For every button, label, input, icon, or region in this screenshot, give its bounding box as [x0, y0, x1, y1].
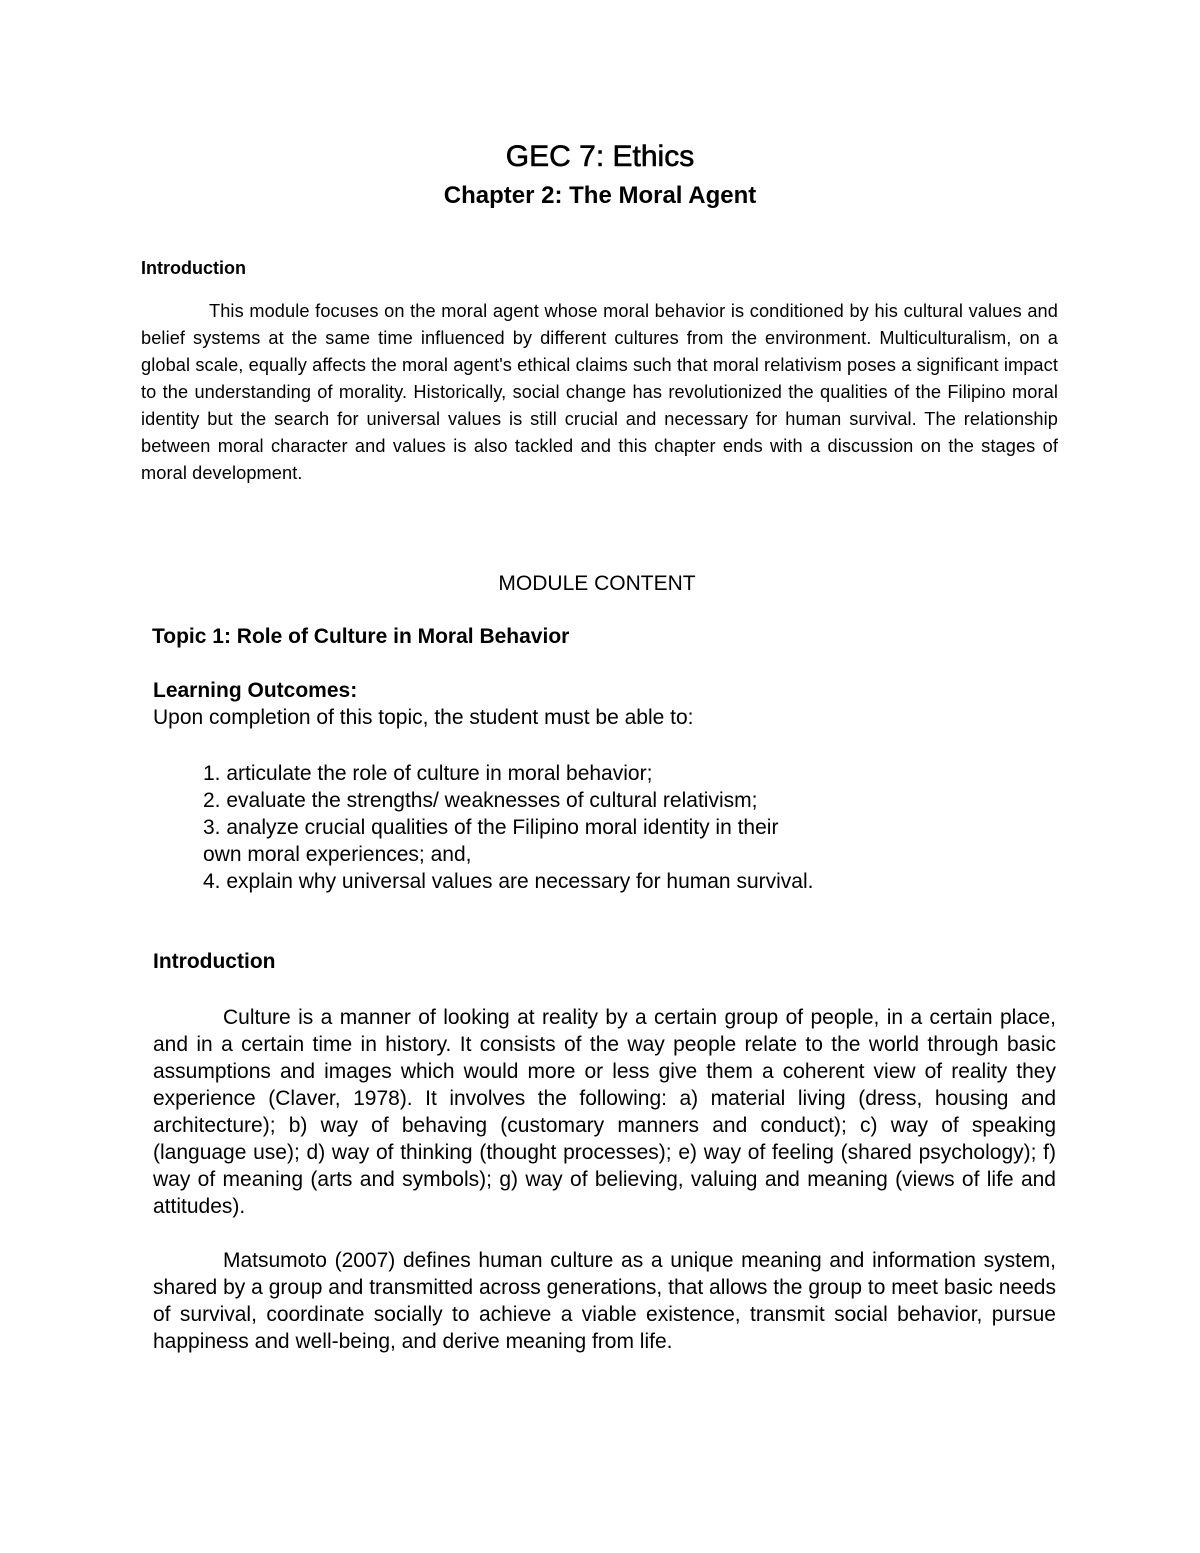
learning-outcome-item: 1. articulate the role of culture in moral behavior;	[203, 762, 653, 785]
introduction-paragraph: This module focuses on the moral agent whose moral behavior is conditioned by his cultural values and belief systems at the same time influenced by different cultures from the environment. Multiculturalism, on a global scale, equally affects the moral agent's ethical claims such that moral relativism poses a significant impact to the understanding of morality. Historically, social change has revolutionized the qualities of the Filipino moral identity but the search for universal values is still crucial and necessary for human survival. The relationship between moral character and values is also tackled and this chapter ends with a discussion on the stages of moral development.	[141, 301, 1058, 483]
topic-heading: Topic 1: Role of Culture in Moral Behavior	[152, 625, 570, 648]
learning-outcomes-list	[203, 760, 813, 895]
learning-outcome-item: 3. analyze crucial qualities of the Filipino moral identity in their	[203, 816, 779, 839]
learning-outcome-item: own moral experiences; and,	[203, 843, 472, 866]
learning-outcome-item: 4. explain why universal values are necessary for human survival.	[203, 870, 814, 893]
learning-outcomes-heading: Learning Outcomes:	[153, 679, 358, 702]
learning-outcome-item: 2. evaluate the strengths/ weaknesses of cultural relativism;	[203, 789, 758, 812]
module-content-heading: MODULE CONTENT	[498, 572, 696, 595]
culture-paragraph: Culture is a manner of looking at reality by a certain group of people, in a certain place, and in a certain time in history. It consists of the way people relate to the world through basic assumptions and images which would more or less give them a coherent view of reality they experience (Claver, 1978). It involves the following: a) material living (dress, housing and architecture); b) way of behaving (customary manners and conduct); c) way of speaking (language use); d) way of thinking (thought processes); e) way of feeling (shared psychology); f) way of meaning (arts and symbols); g) way of believing, valuing and meaning (views of life and attitudes).	[153, 1006, 1056, 1218]
learning-outcomes-intro: Upon completion of this topic, the student must be able to:	[153, 706, 694, 729]
document-title: GEC 7: Ethics	[505, 140, 695, 173]
matsumoto-paragraph: Matsumoto (2007) defines human culture as a unique meaning and information system, shared by a group and transmitted across generations, that allows the group to meet basic needs of survival, coordinate socially to achieve a viable existence, transmit social behavior, pursue happiness and well-being, and derive meaning from life.	[153, 1249, 1056, 1353]
introduction-heading: Introduction	[141, 258, 246, 278]
chapter-title: Chapter 2: The Moral Agent	[443, 182, 757, 209]
topic-introduction-heading: Introduction	[153, 950, 276, 973]
